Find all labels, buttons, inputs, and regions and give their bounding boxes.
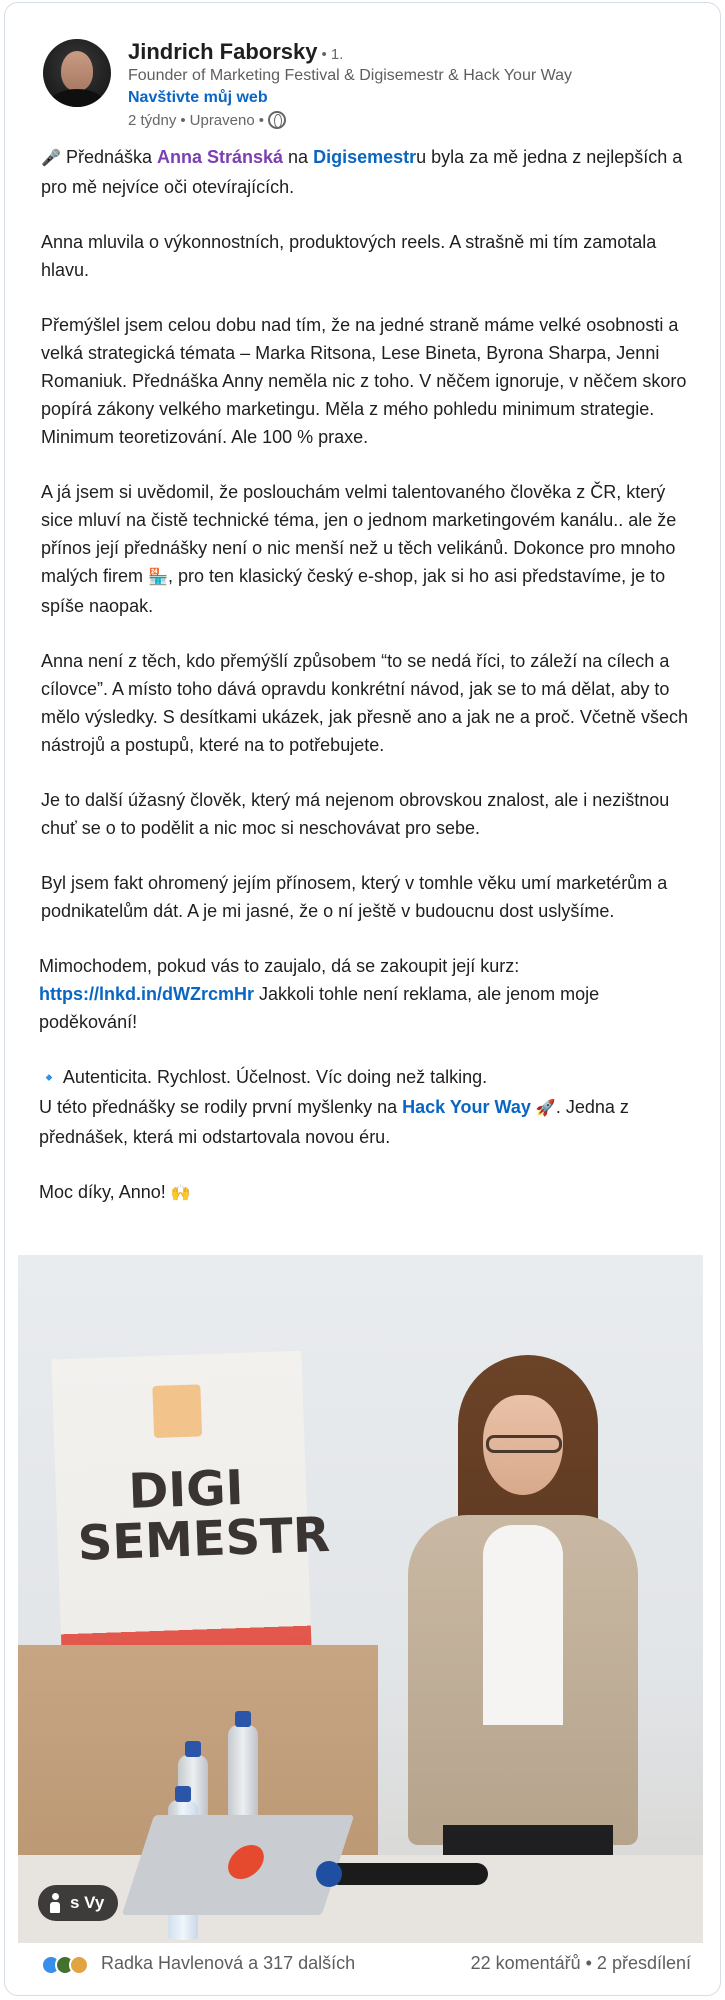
mention-digisemestr[interactable]: Digisemestr bbox=[313, 147, 417, 167]
paragraph-10 bbox=[39, 1178, 701, 1208]
social-counts bbox=[41, 1953, 691, 1983]
avatar-body bbox=[49, 89, 105, 107]
bottle-cap bbox=[185, 1741, 201, 1757]
text: Přednáška bbox=[65, 147, 157, 167]
mention-anna-stranska[interactable]: Anna Stránská bbox=[157, 147, 284, 167]
person-icon bbox=[50, 1893, 60, 1913]
paragraph-4 bbox=[41, 478, 701, 620]
paragraph-2: Anna mluvila o výkonnostních, produktových reels. A strašně mi tím zamotala hlavu. bbox=[41, 232, 657, 280]
tagged-label: s Vy bbox=[70, 1893, 105, 1912]
author-name[interactable] bbox=[128, 39, 343, 65]
bottle-cap bbox=[235, 1711, 251, 1727]
speaker-glasses bbox=[486, 1435, 562, 1453]
rocket-icon: 🚀 bbox=[535, 1100, 556, 1117]
reaction-icons[interactable] bbox=[41, 1955, 83, 1975]
avatar-face bbox=[61, 51, 93, 91]
paragraph-6: Je to další úžasný člověk, který má nejenom obrovskou znalost, ale i nezištnou chuť se o to podělit a nic moc si neschovávat pro sebe. bbox=[41, 790, 670, 838]
connection-degree: • 1. bbox=[321, 46, 344, 63]
post-text bbox=[41, 143, 701, 1235]
raised-hands-icon: 🙌 bbox=[170, 1185, 191, 1202]
paragraph-8 bbox=[39, 952, 701, 1036]
paragraph-7: Byl jsem fakt ohromený jejím přínosem, který v tomhle věku umí marketérům a podnikatelům dát. A je mi jasné, že o ní ještě v budoucnu dost uslyšíme. bbox=[41, 873, 668, 921]
text: . Jedna z přednášek, která mi odstartovala novou éru. bbox=[39, 1097, 629, 1147]
paragraph-1 bbox=[41, 143, 701, 201]
paragraph-5: Anna není z těch, kdo přemýšlí způsobem “to se nedá říci, to záleží na cílech a cílovce”. A místo toho dává opravdu konkrétní návod, jak se to má dělat, aby to mělo výsledky. S desítkami ukázek, jak přesně ano a jak ne a proč. Včetně všech nástrojů a postupů, které na to potřebujete. bbox=[41, 651, 688, 755]
microphone bbox=[328, 1863, 488, 1885]
reactors-summary[interactable]: Radka Havlenová a 317 dalších bbox=[101, 1953, 356, 1973]
post-header bbox=[43, 39, 693, 139]
post-time: 2 týdny bbox=[128, 111, 177, 129]
post-photo[interactable] bbox=[18, 1255, 703, 1943]
text: Jakkoli tohle není reklama, ale jenom moje poděkování! bbox=[39, 984, 600, 1032]
tagged-people-chip[interactable] bbox=[38, 1885, 118, 1921]
edited-label: Upraveno bbox=[189, 111, 255, 129]
author-name-text[interactable]: Jindrich Faborsky bbox=[128, 39, 318, 64]
text: u byla za mě jedna z nejlepších a pro mě nejvíce oči otevírajících. bbox=[41, 147, 683, 197]
text: U této přednášky se rodily první myšlenky na bbox=[39, 1097, 403, 1117]
text: Moc díky, Anno! bbox=[39, 1182, 171, 1202]
text: A já jsem si uvědomil, že poslouchám velmi talentovaného člověka z ČR, který sice mluví na čistě technické téma, jen o jednom marketingovém kanálu.. ale že přínos její přednášky není o nic menší než u těch velikánů. Dokonce pro mnoho malých firem bbox=[41, 482, 677, 586]
author-headline: Founder of Marketing Festival & Digisemestr & Hack Your Way bbox=[128, 67, 573, 84]
globe-icon bbox=[268, 111, 286, 129]
banner-title: DIGI SEMESTR bbox=[76, 1459, 331, 1572]
course-link[interactable]: https://lnkd.in/dWZrcmHr bbox=[39, 984, 254, 1004]
mention-hack-your-way[interactable]: Hack Your Way bbox=[402, 1097, 531, 1117]
text: Autenticita. Rychlost. Účelnost. Víc doing než talking. bbox=[58, 1067, 488, 1087]
insightful-icon bbox=[69, 1955, 89, 1975]
comments-reposts-count[interactable]: 22 komentářů • 2 přesdílení bbox=[470, 1953, 691, 1973]
speaker-shirt bbox=[483, 1525, 563, 1725]
text: na bbox=[283, 147, 314, 167]
bottle-cap bbox=[175, 1786, 191, 1802]
meta-separator: • bbox=[180, 111, 186, 129]
banner-logo-icon bbox=[152, 1384, 202, 1438]
text: , pro ten klasický český e-shop, jak si ho asi představíme, je to spíše naopak. bbox=[41, 566, 666, 616]
paragraph-3: Přemýšlel jsem celou dobu nad tím, že na jedné straně máme velké osobnosti a velká strategická témata – Marka Ritsona, Lese Bineta, Byrona Sharpa, Jenni Romaniuk. Přednáška Anny neměla nic z toho. V něčem ignoruje, v něčem skoro popírá zákony velkého marketingu. Měla z mého pohledu minimum strategie. Minimum teoretizování. Ale 100 % praxe. bbox=[41, 315, 687, 447]
post-card bbox=[4, 2, 721, 1996]
laptop-sticker bbox=[223, 1845, 268, 1879]
shop-icon: 🏪 bbox=[148, 569, 168, 586]
text: Mimochodem, pokud vás to zaujalo, dá se zakoupit její kurz: bbox=[39, 956, 520, 976]
post-meta bbox=[128, 111, 286, 129]
microphone-icon: 🎤 bbox=[41, 150, 61, 167]
website-link[interactable]: Navštivte můj web bbox=[128, 89, 268, 106]
paragraph-9 bbox=[39, 1063, 701, 1151]
avatar[interactable] bbox=[43, 39, 111, 107]
meta-separator: • bbox=[258, 111, 264, 129]
blue-diamond-icon: 🔹 bbox=[39, 1070, 59, 1087]
